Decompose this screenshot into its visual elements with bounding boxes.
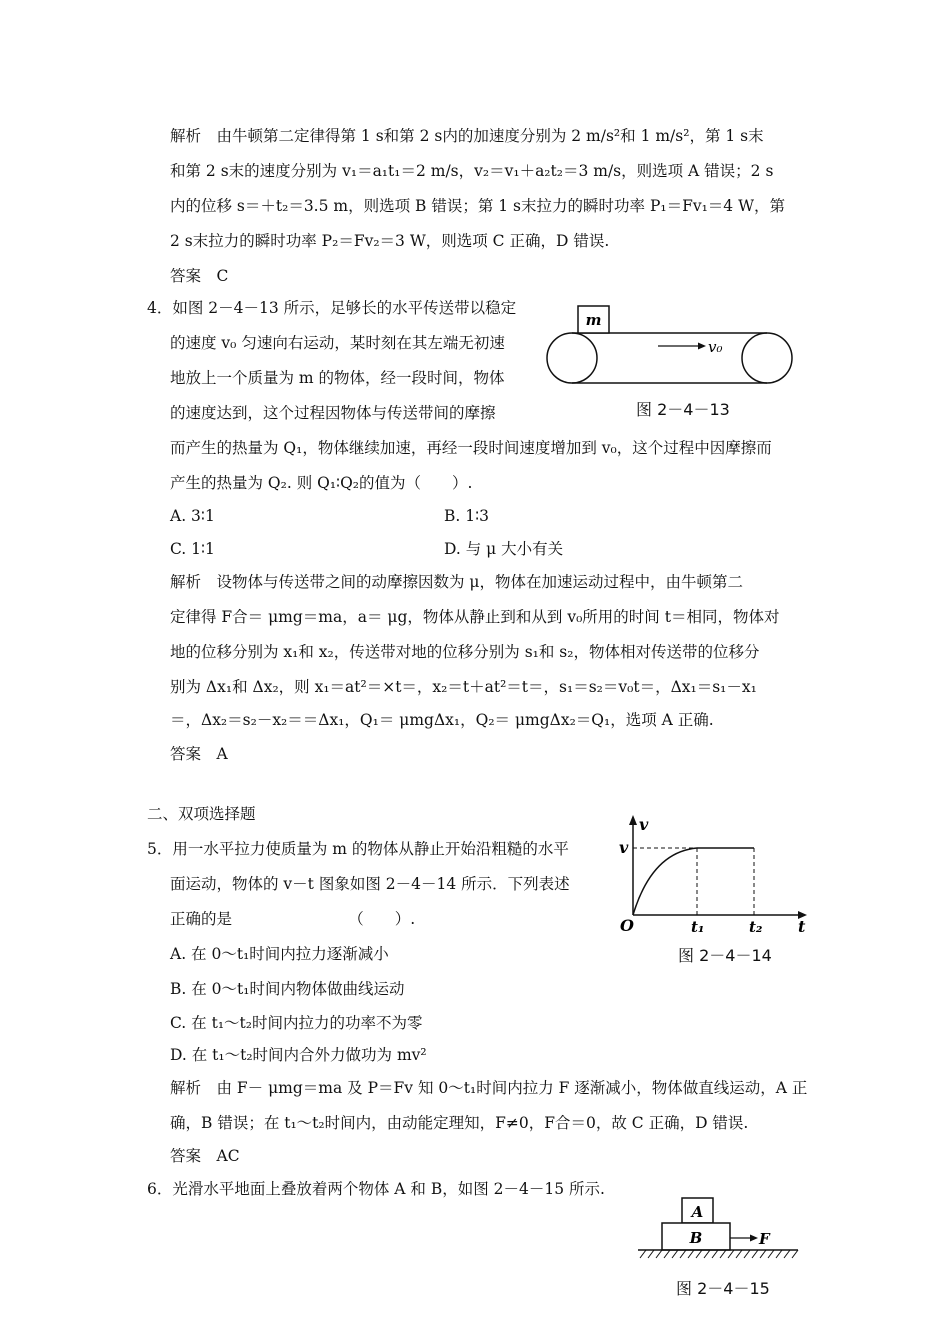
q4-option-a: A. 3∶1 bbox=[170, 507, 215, 525]
q4-analysis-line-3: 地的位移分别为 x₁和 x₂，传送带对地的位移分别为 s₁和 s₂，物体相对传送带的位移分 bbox=[170, 643, 760, 661]
q4-analysis-line-2: 定律得 F合＝ μmg＝ma，a＝ μg，物体从静止到和从到 v₀所用的时间 t＝相同，物体对 bbox=[170, 608, 780, 626]
t1-label: t₁ bbox=[691, 918, 705, 936]
origin-label: O bbox=[620, 916, 634, 935]
accelerating-curve bbox=[633, 848, 697, 915]
q5-option-d: D. 在 t₁～t₂时间内合外力做功为 mv² bbox=[170, 1046, 427, 1064]
q5-option-a: A. 在 0～t₁时间内拉力逐渐减小 bbox=[170, 945, 389, 963]
velocity-arrowhead bbox=[698, 343, 706, 350]
figure-2-4-14-caption: 图 2－4－14 bbox=[678, 946, 772, 965]
q4-analysis-line-4: 别为 Δx₁和 Δx₂，则 x₁＝at²＝×t＝，x₂＝t＋at²＝t＝，s₁＝s₂＝v₀t＝，Δx₁＝s₁－x₁ bbox=[170, 678, 757, 696]
q4-analysis-line-1: 解析 设物体与传送带之间的动摩擦因数为 μ，物体在加速运动过程中，由牛顿第二 bbox=[170, 573, 744, 591]
q5-option-b: B. 在 0～t₁时间内物体做曲线运动 bbox=[170, 980, 405, 998]
q3-analysis-line-3: 内的位移 s＝＋t₂＝3.5 m，则选项 B 错误；第 1 s末拉力的瞬时功率 P₁＝Fv₁＝4 W，第 bbox=[170, 197, 786, 215]
figure-2-4-13-caption: 图 2－4－13 bbox=[636, 400, 730, 419]
q5-stem-line-1: 5．用一水平拉力使质量为 m 的物体从静止开始沿粗糙的水平 bbox=[147, 840, 569, 858]
vt-graph-figure bbox=[612, 808, 812, 936]
q5-answer: 答案 AC bbox=[170, 1147, 240, 1165]
q5-stem-line-3: 正确的是 （ ）. bbox=[170, 910, 416, 928]
q4-option-b: B. 1∶3 bbox=[444, 507, 490, 525]
t2-label: t₂ bbox=[749, 918, 763, 936]
conveyor-belt-figure bbox=[545, 300, 800, 390]
block-m-label: m bbox=[585, 311, 602, 329]
velocity-label: v₀ bbox=[708, 338, 723, 356]
q3-analysis-line-1: 解析 由牛顿第二定律得第 1 s和第 2 s内的加速度分别为 2 m/s²和 1 m/s²，第 1 s末 bbox=[170, 127, 764, 145]
q3-analysis-line-4: 2 s末拉力的瞬时功率 P₂＝Fv₂＝3 W，则选项 C 正确，D 错误. bbox=[170, 232, 610, 250]
x-axis-label: t bbox=[798, 917, 806, 936]
y-axis-label: v bbox=[639, 815, 649, 834]
q4-stem-line-2: 的速度 v₀ 匀速向右运动，某时刻在其左端无初速 bbox=[170, 334, 505, 352]
right-pulley bbox=[742, 333, 792, 383]
q5-analysis-line-2: 确，B 错误；在 t₁～t₂时间内，由动能定理知，F≠0，F合＝0，故 C 正确，D 错误. bbox=[170, 1114, 749, 1132]
q4-stem-line-1: 4．如图 2－4－13 所示，足够长的水平传送带以稳定 bbox=[147, 299, 517, 317]
block-b-label: B bbox=[689, 1229, 703, 1247]
v-tick-label: v bbox=[619, 838, 629, 857]
q6-stem: 6．光滑水平地面上叠放着两个物体 A 和 B，如图 2－4－15 所示. bbox=[147, 1180, 605, 1198]
q5-stem-line-2: 面运动，物体的 v－t 图象如图 2－4－14 所示．下列表述 bbox=[170, 875, 570, 893]
q4-option-d: D. 与 μ 大小有关 bbox=[444, 540, 564, 558]
force-label: F bbox=[759, 1230, 770, 1248]
stacked-blocks-figure bbox=[632, 1192, 812, 1267]
q4-answer: 答案 A bbox=[170, 745, 228, 763]
force-arrowhead bbox=[750, 1235, 758, 1242]
q4-stem-line-6: 产生的热量为 Q₂. 则 Q₁∶Q₂的值为（ ）. bbox=[170, 474, 473, 492]
q5-option-c: C. 在 t₁～t₂时间内拉力的功率不为零 bbox=[170, 1014, 423, 1032]
q4-stem-line-4: 的速度达到，这个过程因物体与传送带间的摩擦 bbox=[170, 404, 496, 422]
q3-analysis-line-2: 和第 2 s末的速度分别为 v₁＝a₁t₁＝2 m/s，v₂＝v₁＋a₂t₂＝3 m/s，则选项 A 错误；2 s bbox=[170, 162, 774, 180]
q5-analysis-line-1: 解析 由 F－ μmg＝ma 及 P＝Fv 知 0～t₁时间内拉力 F 逐渐减小，物体做直线运动，A 正 bbox=[170, 1079, 808, 1097]
section-heading: 二、双项选择题 bbox=[147, 805, 256, 823]
q4-option-c: C. 1∶1 bbox=[170, 540, 215, 558]
left-pulley bbox=[547, 333, 597, 383]
y-axis-arrowhead bbox=[629, 815, 637, 825]
q3-answer: 答案 C bbox=[170, 267, 229, 285]
q4-stem-line-3: 地放上一个质量为 m 的物体，经一段时间，物体 bbox=[170, 369, 505, 387]
block-a-label: A bbox=[691, 1203, 704, 1221]
ground-hatching bbox=[640, 1250, 798, 1258]
q4-analysis-line-5: ＝，Δx₂＝s₂－x₂＝＝Δx₁，Q₁＝ μmgΔx₁，Q₂＝ μmgΔx₂＝Q₁，选项 A 正确. bbox=[170, 711, 714, 729]
figure-2-4-15-caption: 图 2－4－15 bbox=[676, 1279, 770, 1298]
q4-stem-line-5: 而产生的热量为 Q₁，物体继续加速，再经一段时间速度增加到 v₀，这个过程中因摩擦而 bbox=[170, 439, 772, 457]
